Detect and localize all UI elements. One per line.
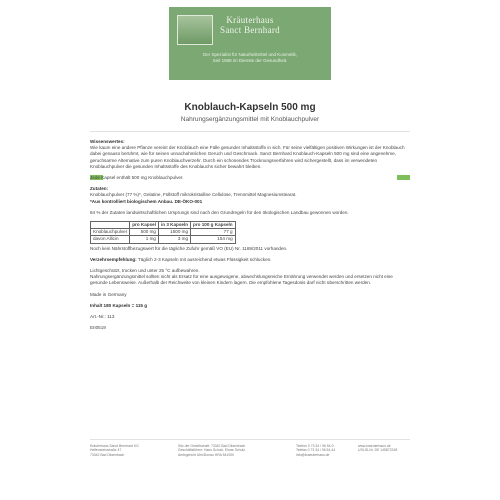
brand-logo: [169, 7, 331, 80]
table-cell: 500 mg: [130, 229, 159, 236]
brand-tagline-line-1: Der Spezialist für Naturheilmittel und Kosmetik,: [202, 52, 298, 57]
footer-line: USt-ID-Nr. DE 145872248: [358, 448, 398, 453]
table-cell: 3 mg: [158, 236, 190, 243]
verzehr-label: Verzehrsempfehlung:: [90, 256, 137, 262]
nutrition-table: [90, 221, 236, 244]
table-cell: 1 mg: [130, 236, 159, 243]
table-cell: davon Allicin: [91, 236, 130, 243]
footer-line: Kräuterhaus Sanct Bernhard KG: [90, 444, 139, 448]
table-cell: 77 g: [191, 229, 236, 236]
footer-company: [178, 444, 245, 457]
nutrition-header-cell: pro 100 g Kapseln: [191, 222, 236, 229]
footer-line: Geschäftsführer: Hans Schulz, Elmar Schulz: [178, 448, 245, 453]
package-content: Inhalt 180 Kapseln = 115 g: [90, 302, 148, 308]
table-row: [91, 236, 236, 243]
table-cell: 1500 mg: [158, 229, 190, 236]
brand-tagline-line-2: Seit 1888 im Dienste der Gesundheit.: [212, 58, 288, 63]
brand-name-line-1: Kräuterhaus: [226, 15, 274, 25]
footer-contact: [296, 444, 335, 457]
footer-address: [90, 444, 139, 457]
verzehr-text: Täglich 2-3 Kapseln mit ausreichend etwas Flüssigkeit schlucken.: [137, 256, 272, 262]
nutrition-header-cell: pro Kapsel: [130, 222, 159, 229]
table-cell: Knoblauchpulver: [91, 229, 130, 236]
zutaten-note: *Aus kontrolliert biologischem Anbau. DE-ÖKO-001: [90, 198, 203, 204]
zutaten-heading: Zutaten:: [90, 186, 109, 192]
brand-name-line-2: Sanct Bernhard: [220, 25, 280, 35]
bio-note: 84 % der Zutaten landwirtschaftlichen Ursprungs sind nach den Grundregeln für den ökologischen Landbau gewonnen worden.: [90, 209, 349, 215]
footer-line: Helfensteinstraße 47: [90, 448, 122, 453]
made-in: Made in Germany: [90, 291, 127, 297]
article-number: Art.-Nr.: 113: [90, 314, 115, 320]
divider-footer: [90, 439, 410, 440]
product-subtitle: Nahrungsergänzungsmittel mit Knoblauchpulver: [180, 116, 320, 123]
wissenswertes-heading: Wissenswertes:: [90, 139, 125, 144]
footer-line: info@kraeuterhaus.de: [296, 452, 330, 457]
nutrition-header-cell: [91, 222, 130, 229]
storage-note: Lichtgeschützt, trocken und unter 25 °C aufbewahren.: [90, 268, 200, 274]
brand-name: [169, 15, 331, 35]
footer-line: Telefon 0 73 34 / 96 54-0: [296, 444, 334, 448]
hinweis-text: Nahrungsergänzungsmittel sollten nicht als Ersatz für eine ausgewogene, abwechslungsreiche Ernährung verwendet werden und ersetzen nicht eine gesunde Lebensweise. Außerhalb der Reichweite von kleinen Kindern lagern. Die empfohlene Tagesdosis darf nicht überschritten werden.: [90, 274, 393, 286]
nutrition-table-header: [91, 222, 236, 229]
wissenswertes-text: Wie kaum eine andere Pflanze vereint der Knoblauch eine Fülle gesunder Inhaltsstoffe in sich. Für seine vielfältigen positiven Wirkungen ist der Knoblauch dabei genauso berühmt, wie für seinen unnachahmlichen Geruch und Geschmack. Sanct Bernhard Knoblauch-Kapseln 500 mg sind eine angenehme, geruchsarme Alternative zum puren Knoblauchverzehr. Durch ein schonendes Trocknungsverfahren wird sichergestellt, dass im verwendeten Knoblauchpulver die gesunden Inhaltsstoffe des Knoblauchs sicher bewahrt bleiben.: [90, 145, 405, 169]
table-row: [91, 229, 236, 236]
brand-tagline: [169, 52, 331, 64]
document-code: EII0519: [90, 325, 106, 331]
divider-top: [90, 131, 410, 132]
footer-line: www.kraeuterhaus.de: [358, 444, 391, 448]
capsule-content: Jede Kapsel enthält 500 mg Knoblauchpulver.: [90, 175, 184, 181]
product-description: [90, 139, 410, 336]
table-cell: 154 mg: [191, 236, 236, 243]
zutaten-text: Knoblauchpulver (77 %)*, Gelatine, Füllstoff mikrokristalline Cellulose, Trennmittel Magnesiumstearat.: [90, 192, 297, 198]
product-title: Knoblauch-Kapseln 500 mg: [184, 102, 316, 113]
footer-line: Amtsgericht Ulm/Donau HRA 541000: [178, 452, 234, 457]
nutrition-header-cell: in 3 Kapseln: [158, 222, 190, 229]
footer-web: [358, 444, 397, 453]
footer-line: Sitz der Gesellschaft: 73342 Bad Ditzenbach: [178, 444, 246, 448]
nrv-note: Noch kein Nährstoffbezugswert für die tägliche Zufuhr gemäß VO (EU) Nr. 1169/2011 vorhanden.: [90, 245, 288, 251]
footer-line: 73342 Bad Ditzenbach: [90, 452, 125, 457]
footer-line: Telefax 0 73 34 / 96 54-44: [296, 448, 336, 453]
